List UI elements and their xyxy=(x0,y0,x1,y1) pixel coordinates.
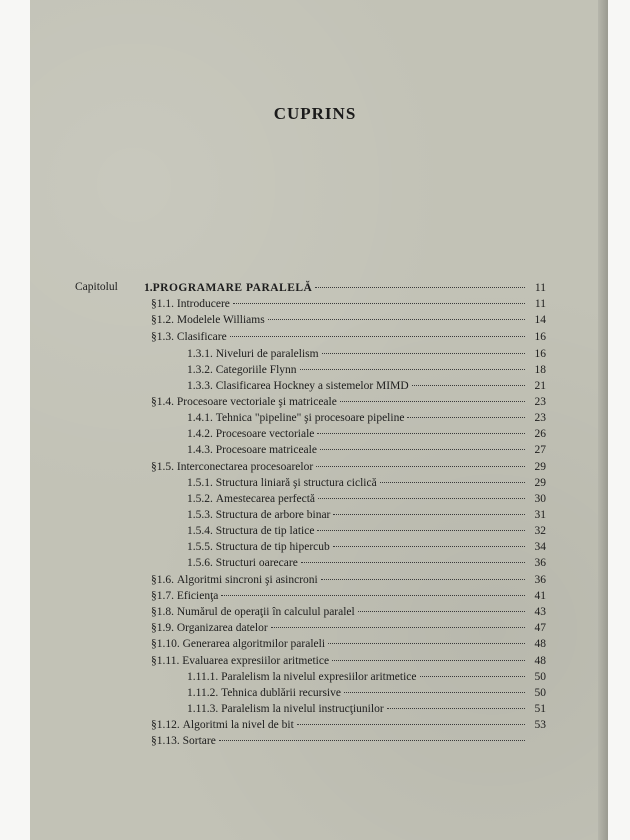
toc-entry xyxy=(187,670,546,685)
toc-entry xyxy=(187,702,546,717)
toc-entry-number: 1.3.3. xyxy=(187,380,216,392)
toc-entry xyxy=(187,363,546,378)
toc-entry-page: 11 xyxy=(534,298,546,310)
toc-entry-page: 16 xyxy=(534,331,546,343)
toc-entry-title: Sortare xyxy=(182,735,216,747)
toc-entry-page: 21 xyxy=(534,380,546,392)
toc-entry-title: Clasificare xyxy=(176,331,227,343)
dot-leader xyxy=(318,498,525,499)
toc-entry xyxy=(187,540,546,555)
toc-entry-title: Niveluri de paralelism xyxy=(215,348,319,360)
toc-entry-page: 43 xyxy=(534,606,546,618)
toc-entry xyxy=(187,476,546,491)
toc-entry-number: 1.4.2. xyxy=(187,428,216,440)
toc-entry-page: 14 xyxy=(534,314,546,326)
toc-entry-page: 50 xyxy=(534,687,546,699)
toc-entry-number: 1.5.4. xyxy=(187,525,216,537)
toc-entry xyxy=(151,330,546,345)
toc-entry xyxy=(151,718,546,733)
toc-entry xyxy=(151,621,546,636)
toc-entry-page: 29 xyxy=(534,477,546,489)
dot-leader xyxy=(300,369,525,370)
toc-entry-title: Algoritmi la nivel de bit xyxy=(182,719,294,731)
toc-entry-page: 34 xyxy=(534,541,546,553)
dot-leader xyxy=(321,579,525,580)
toc-entry-title: Introducere xyxy=(176,298,230,310)
dot-leader xyxy=(420,676,525,677)
toc-entry-number: 1.5.6. xyxy=(187,557,216,569)
toc-entry-page: 29 xyxy=(534,461,546,473)
toc-entry xyxy=(151,734,546,749)
dot-leader xyxy=(268,319,525,320)
dot-leader xyxy=(332,660,525,661)
toc-entry-title: Eficienţa xyxy=(176,590,219,602)
toc-entry-page: 36 xyxy=(534,574,546,586)
toc-entry-title: Evaluarea expresiilor aritmetice xyxy=(182,655,330,667)
toc-entry-title: Tehnica "pipeline" şi procesoare pipeline xyxy=(215,412,405,424)
toc-entry-number: 1.5.3. xyxy=(187,509,216,521)
toc-entry-number: 1.4.1. xyxy=(187,412,216,424)
dot-leader xyxy=(322,353,525,354)
toc-entry-number: 1.11.2. xyxy=(187,687,222,699)
toc-entry-number: 1.5.2. xyxy=(187,493,216,505)
dot-leader xyxy=(230,336,525,337)
toc-entry-title: Categoriile Flynn xyxy=(215,364,297,376)
toc-entry-page: 48 xyxy=(534,655,546,667)
toc-entry-page: 18 xyxy=(534,364,546,376)
toc-entry-page: 26 xyxy=(534,428,546,440)
dot-leader xyxy=(233,303,525,304)
dot-leader xyxy=(407,417,525,418)
toc-entry-title: Interconectarea procesoarelor xyxy=(176,461,314,473)
toc-entry-page: 51 xyxy=(534,703,546,715)
toc-entry-number: 1.3.1. xyxy=(187,348,216,360)
toc-entry-number: §1.1. xyxy=(151,298,177,310)
dot-leader xyxy=(297,724,525,725)
toc-entry-number: §1.2. xyxy=(151,314,177,326)
toc-entry xyxy=(151,637,546,652)
dot-leader xyxy=(317,433,525,434)
toc-entry xyxy=(187,686,546,701)
dot-leader xyxy=(333,546,525,547)
dot-leader xyxy=(328,643,525,644)
toc-entry xyxy=(151,297,546,312)
dot-leader xyxy=(340,401,525,402)
toc-entry-number: 1.3.2. xyxy=(187,364,216,376)
toc-entry-number: 1.11.3. xyxy=(187,703,222,715)
dot-leader xyxy=(317,530,525,531)
dot-leader xyxy=(333,514,525,515)
dot-leader xyxy=(221,595,525,596)
toc-entry-title: Tehnica dublării recursive xyxy=(221,687,341,699)
dot-leader xyxy=(380,482,525,483)
toc-entry xyxy=(151,313,546,328)
toc-entry-title: Procesoare vectoriale xyxy=(215,428,315,440)
toc-entry xyxy=(187,443,546,458)
toc-entry-title: Numărul de operaţii în calculul paralel xyxy=(176,606,355,618)
dot-leader xyxy=(301,562,525,563)
dot-leader xyxy=(358,611,525,612)
toc-entry-title: PROGRAMARE PARALELĂ xyxy=(152,282,313,294)
toc-entry-page: 48 xyxy=(534,638,546,650)
toc-entry-number: 1.5.5. xyxy=(187,541,216,553)
toc-entry xyxy=(187,411,546,426)
toc-entry-page: 23 xyxy=(534,412,546,424)
toc-entry-number: §1.9. xyxy=(151,622,177,634)
toc-entry-title: Paralelism la nivelul instrucţiunilor xyxy=(221,703,384,715)
toc-entry-number: §1.13. xyxy=(151,735,183,747)
toc-entry-title: Amestecarea perfectă xyxy=(215,493,316,505)
toc-entry-number: §1.5. xyxy=(151,461,177,473)
toc-entry-number: §1.11. xyxy=(151,655,183,667)
toc-entry-title: Clasificarea Hockney a sistemelor MIMD xyxy=(215,380,409,392)
toc-entry-number: §1.10. xyxy=(151,638,183,650)
toc-entry-number: §1.7. xyxy=(151,590,177,602)
toc-entry-page: 23 xyxy=(534,396,546,408)
toc-entry-number: §1.3. xyxy=(151,331,177,343)
toc-entry-title: Structura de tip hipercub xyxy=(215,541,330,553)
toc-entry-page: 30 xyxy=(534,493,546,505)
toc-entry xyxy=(151,460,546,475)
dot-leader xyxy=(412,385,525,386)
toc-entry xyxy=(151,589,546,604)
toc-entry-page: 41 xyxy=(534,590,546,602)
dot-leader xyxy=(387,708,525,709)
toc-entry-page: 32 xyxy=(534,525,546,537)
toc-entry-title: Structura de tip latice xyxy=(215,525,315,537)
dot-leader xyxy=(219,740,525,741)
toc-entry-page: 47 xyxy=(534,622,546,634)
toc-entry-title: Paralelism la nivelul expresiilor aritmetice xyxy=(221,671,417,683)
toc-entry xyxy=(151,654,546,669)
toc-entry-page: 27 xyxy=(534,444,546,456)
dot-leader xyxy=(315,287,525,288)
toc-entry-page: 50 xyxy=(534,671,546,683)
toc-entry-title: Structuri oarecare xyxy=(215,557,298,569)
toc-entry xyxy=(151,605,546,620)
toc-entry-page: 11 xyxy=(534,282,546,294)
toc-entry-page: 53 xyxy=(534,719,546,731)
toc-entry-title: Modelele Williams xyxy=(176,314,265,326)
toc-entry-number: 1. xyxy=(144,282,153,294)
toc-entry-number: 1.5.1. xyxy=(187,477,216,489)
toc-entry-title: Algoritmi sincroni şi asincroni xyxy=(176,574,318,586)
toc-entry xyxy=(187,524,546,539)
page-title: CUPRINS xyxy=(273,104,357,123)
toc-entry-number: §1.4. xyxy=(151,396,177,408)
toc-entry-number: 1.11.1. xyxy=(187,671,222,683)
toc-entry xyxy=(151,573,546,588)
toc-entry-number: 1.4.3. xyxy=(187,444,216,456)
toc-entry-title: Structura liniară şi structura ciclică xyxy=(215,477,377,489)
toc-entry xyxy=(144,281,546,296)
toc-entry xyxy=(151,395,546,410)
toc-entry-title: Generarea algoritmilor paraleli xyxy=(182,638,326,650)
toc-entry-title: Organizarea datelor xyxy=(176,622,268,634)
chapter-label: Capitolul xyxy=(75,281,118,293)
dot-leader xyxy=(344,692,525,693)
toc-entry xyxy=(187,556,546,571)
toc-entry-title: Structura de arbore binar xyxy=(215,509,331,521)
toc-entry-page: 16 xyxy=(534,348,546,360)
toc-entry-number: §1.12. xyxy=(151,719,183,731)
toc-entry xyxy=(187,427,546,442)
toc-entry xyxy=(187,492,546,507)
toc-entry xyxy=(187,347,546,362)
toc-entry-page: 36 xyxy=(534,557,546,569)
toc-entry-number: §1.6. xyxy=(151,574,177,586)
dot-leader xyxy=(320,449,525,450)
toc-entry-title: Procesoare matriceale xyxy=(215,444,317,456)
toc-entry-title: Procesoare vectoriale şi matriceale xyxy=(176,396,337,408)
dot-leader xyxy=(316,466,525,467)
dot-leader xyxy=(271,627,525,628)
toc-entry xyxy=(187,379,546,394)
toc-entry-number: §1.8. xyxy=(151,606,177,618)
toc-entry-page: 31 xyxy=(534,509,546,521)
toc-entry xyxy=(187,508,546,523)
